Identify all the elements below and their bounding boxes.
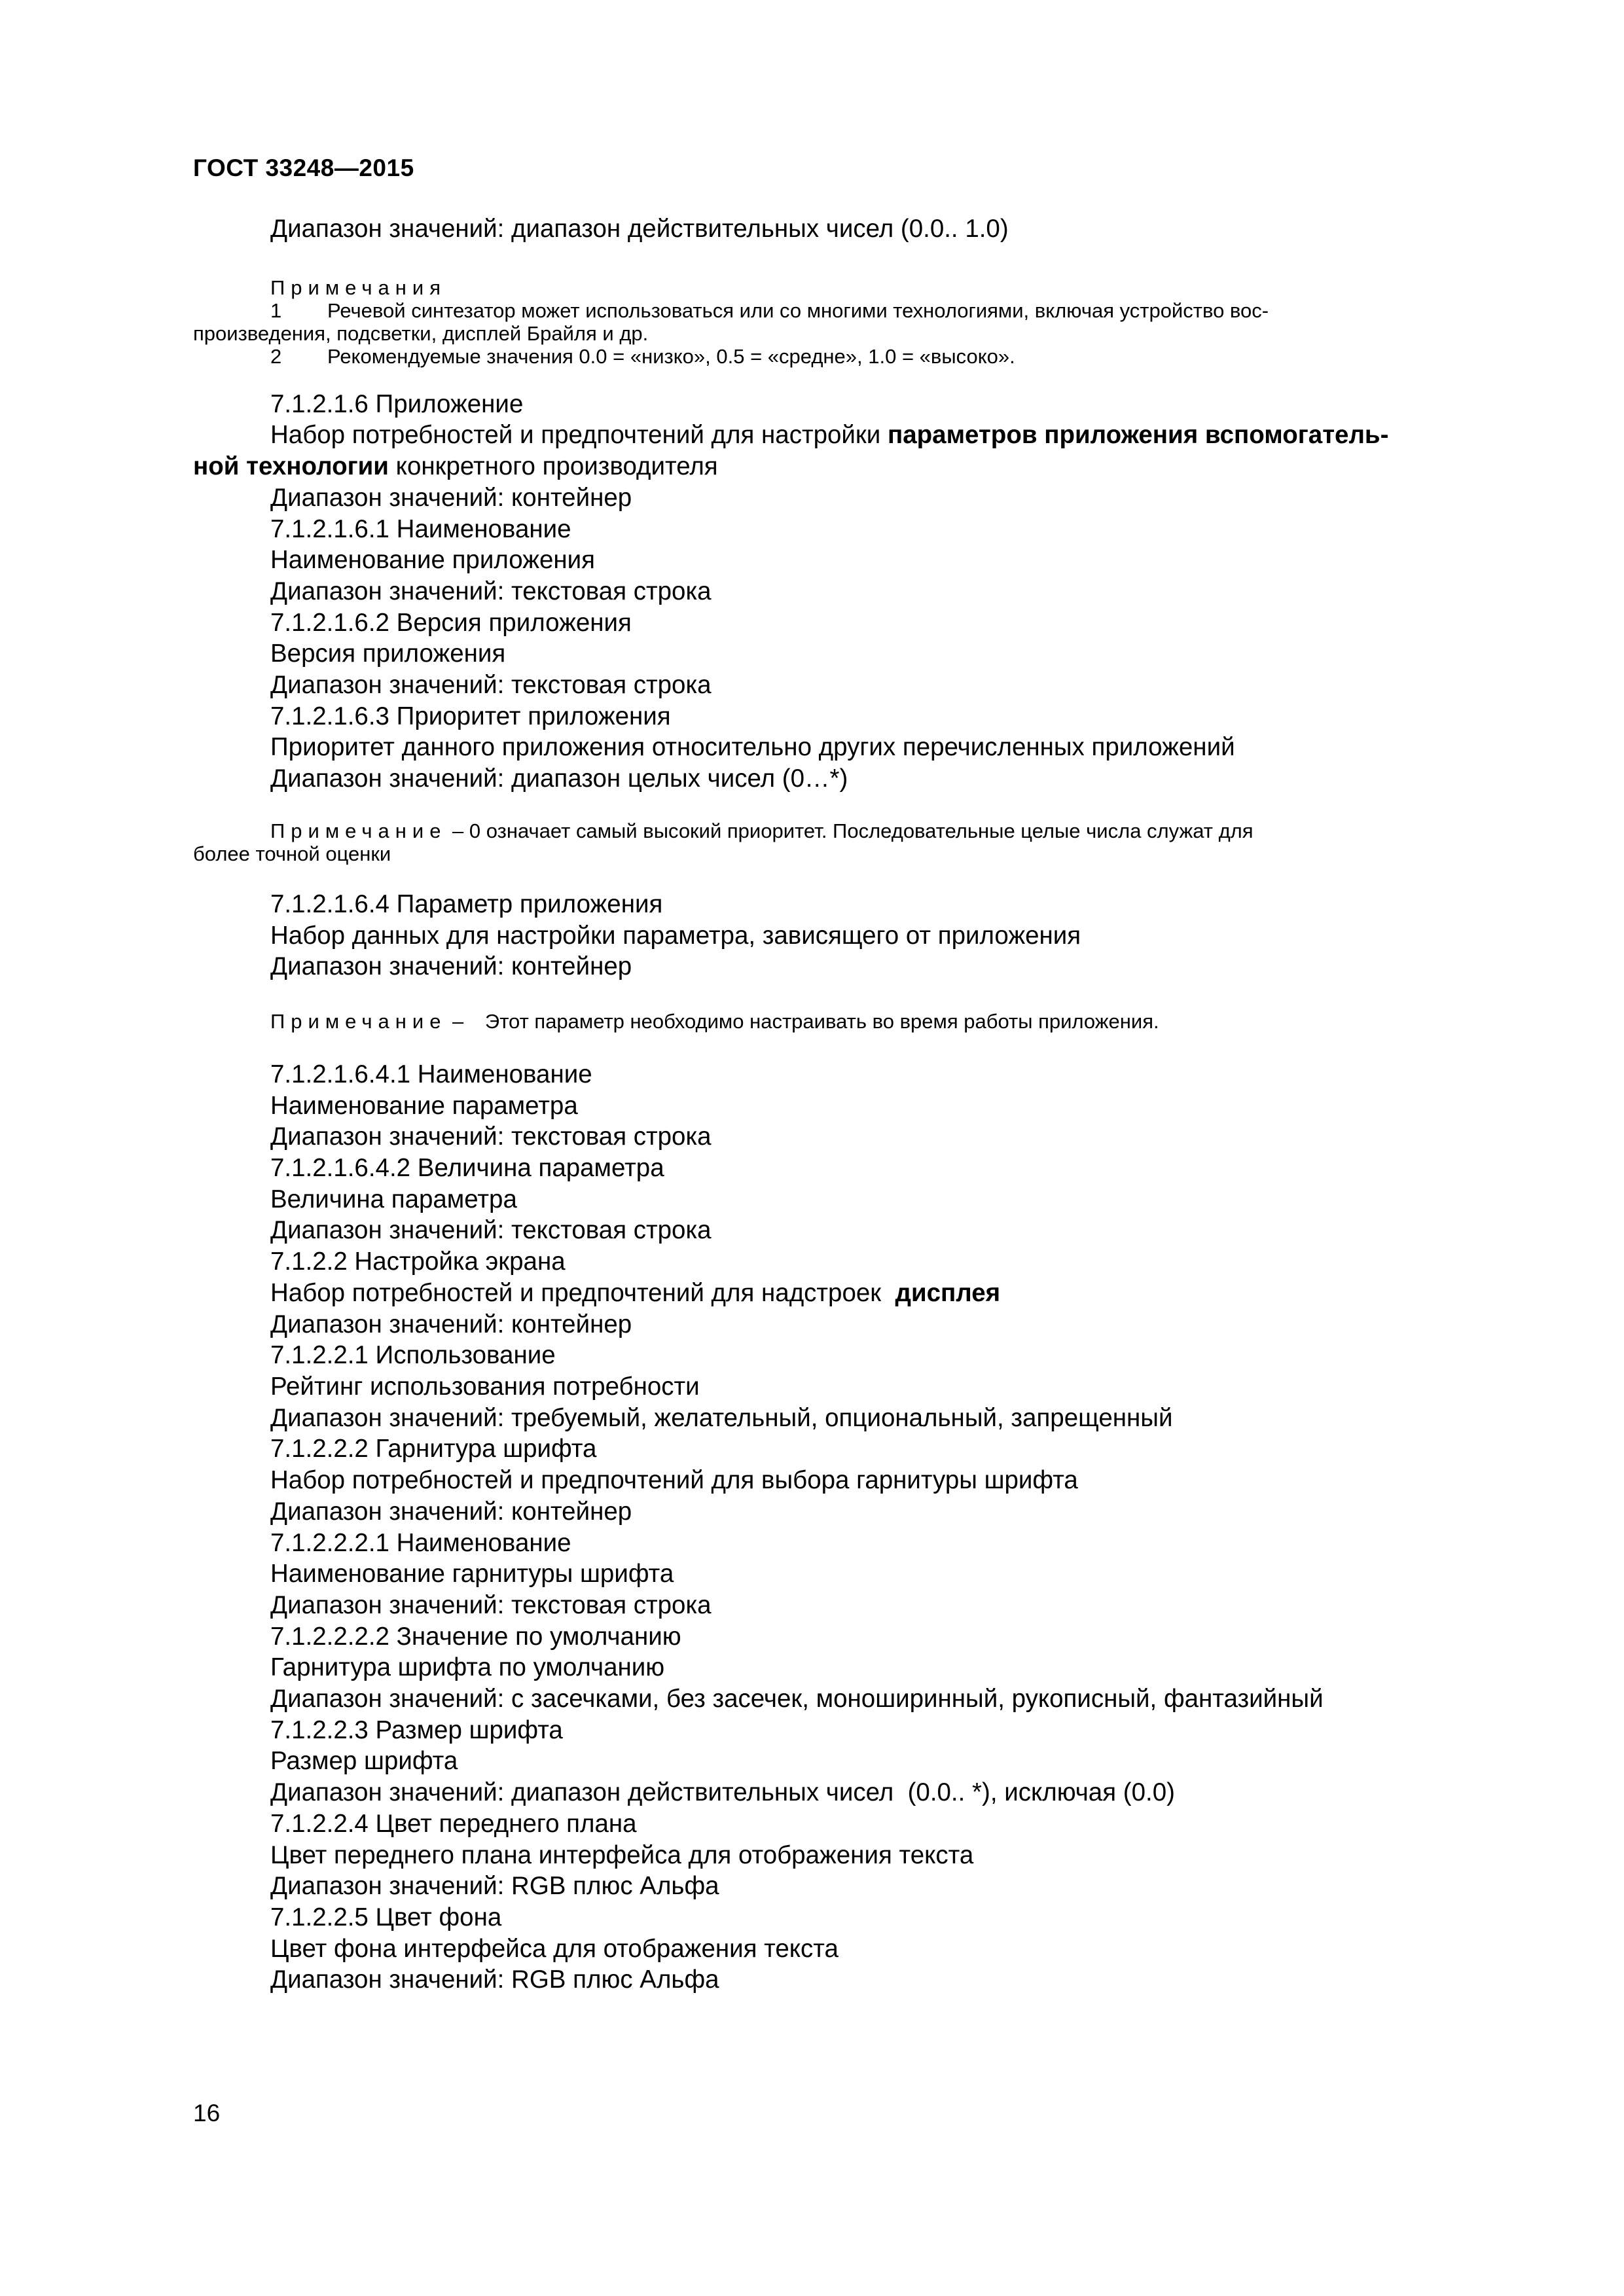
text-line (193, 1278, 1470, 1309)
section-heading: 7.1.2.1.6.1 Наименование (270, 514, 571, 543)
text-line: Диапазон значений: текстовая строка (270, 671, 712, 700)
notes-block (193, 276, 1470, 368)
section-heading: 7.1.2.2.1 Использование (270, 1341, 556, 1370)
note-text: – 0 означает самый высокий приоритет. Последовательные целые числа служат для (446, 819, 1254, 842)
text-line: Диапазон значений: диапазон действительных чисел (0.0.. 1.0) (270, 215, 1009, 243)
section-heading: 7.1.2.1.6 Приложение (270, 389, 524, 418)
text-line: Диапазон значений: требуемый, желательный, опциональный, запрещенный (270, 1403, 1173, 1432)
text-line: Размер шрифта (270, 1747, 458, 1776)
section-heading: 7.1.2.1.6.4 Параметр приложения (270, 889, 663, 918)
note-number: 1 (270, 298, 282, 322)
text-span: конкретного производителя (388, 452, 718, 481)
text-line: Диапазон значений: диапазон целых чисел (0…*) (270, 764, 848, 793)
text-line: Диапазон значений: текстовая строка (270, 1122, 712, 1151)
text-span: Набор потребностей и предпочтений для настройки (270, 421, 888, 450)
section-heading: 7.1.2.2 Настройка экрана (270, 1247, 566, 1276)
text-line: Гарнитура шрифта по умолчанию (270, 1653, 665, 1682)
text-line: Диапазон значений: контейнер (270, 1497, 632, 1526)
note-text: Рекомендуемые значения 0.0 = «низко», 0.5 = «средне», 1.0 = «высоко». (327, 344, 1015, 368)
section-heading: 7.1.2.1.6.4.2 Величина параметра (270, 1154, 664, 1183)
text-line: Версия приложения (270, 639, 506, 668)
note-item (193, 345, 1470, 368)
text-line: Диапазон значений: контейнер (270, 483, 632, 512)
text-line: Диапазон значений: с засечками, без засечек, моноширинный, рукописный, фантазийный (270, 1685, 1324, 1713)
note-item (193, 299, 1470, 322)
section-heading: 7.1.2.2.5 Цвет фона (270, 1903, 502, 1931)
text-line: Рейтинг использования потребности (270, 1372, 700, 1401)
text-line: Диапазон значений: диапазон действительных чисел (0.0.. *), исключая (0.0) (270, 1778, 1175, 1807)
section-heading: 7.1.2.2.2.2 Значение по умолчанию (270, 1622, 681, 1651)
section-heading: 7.1.2.1.6.2 Версия приложения (270, 608, 632, 637)
note-continuation: более точной оценки (193, 842, 391, 865)
section-heading: 7.1.2.2.2 Гарнитура шрифта (270, 1435, 597, 1463)
text-line: Диапазон значений: контейнер (270, 952, 632, 981)
text-line: Диапазон значений: текстовая строка (270, 577, 712, 605)
section-heading: 7.1.2.2.4 Цвет переднего плана (270, 1809, 637, 1838)
note-continuation: произведения, подсветки, дисплей Брайля и др. (193, 321, 649, 345)
section-heading: 7.1.2.1.6.4.1 Наименование (270, 1060, 592, 1088)
page-header: ГОСТ 33248—2015 (193, 154, 414, 181)
section-heading: 7.1.2.2.3 Размер шрифта (270, 1715, 563, 1744)
text-line: Величина параметра (270, 1185, 517, 1213)
text-line: Диапазон значений: контейнер (270, 1310, 632, 1338)
note-dash: – (446, 1009, 469, 1033)
note-label: Примечание (270, 819, 447, 842)
note-item (193, 819, 1470, 842)
text-span: Набор потребностей и предпочтений для надстроек (270, 1278, 895, 1307)
bold-term: ной технологии (193, 452, 389, 481)
section-heading: 7.1.2.2.2.1 Наименование (270, 1528, 571, 1557)
document-body (193, 213, 1470, 1996)
section-block (193, 389, 1470, 795)
note-text: Этот параметр необходимо настраивать во время работы приложения. (484, 1009, 1159, 1033)
text-line: Наименование гарнитуры шрифта (270, 1560, 674, 1588)
note-block (193, 1010, 1470, 1033)
note-item (193, 1010, 1470, 1033)
text-line: Набор потребностей и предпочтений для выбора гарнитуры шрифта (270, 1466, 1078, 1495)
text-line (193, 420, 1470, 451)
note-label: Примечание (270, 1009, 447, 1033)
text-line (193, 451, 1470, 482)
section-block (193, 1059, 1470, 1996)
note-block (193, 819, 1470, 865)
text-line: Наименование приложения (270, 546, 596, 575)
section-block (193, 889, 1470, 982)
text-line: Наименование параметра (270, 1091, 578, 1120)
text-line: Цвет фона интерфейса для отображения текста (270, 1934, 839, 1963)
text-line: Диапазон значений: RGB плюс Альфа (270, 1965, 719, 1994)
notes-title: Примечания (270, 276, 446, 299)
section-heading: 7.1.2.1.6.3 Приоритет приложения (270, 702, 671, 730)
note-number: 2 (270, 344, 282, 368)
text-line: Цвет переднего плана интерфейса для отображения текста (270, 1840, 974, 1869)
text-line: Набор данных для настройки параметра, зависящего от приложения (270, 921, 1081, 950)
text-line: Диапазон значений: текстовая строка (270, 1216, 712, 1245)
bold-term: параметров приложения вспомогатель- (887, 421, 1389, 450)
text-line: Приоритет данного приложения относительно других перечисленных приложений (270, 733, 1235, 762)
text-line: Диапазон значений: RGB плюс Альфа (270, 1872, 719, 1901)
text-line: Диапазон значений: текстовая строка (270, 1590, 712, 1619)
note-text: Речевой синтезатор может использоваться или со многими технологиями, включая устройство вос- (327, 298, 1269, 322)
bold-term: дисплея (895, 1278, 1001, 1307)
page-number: 16 (193, 2100, 221, 2126)
